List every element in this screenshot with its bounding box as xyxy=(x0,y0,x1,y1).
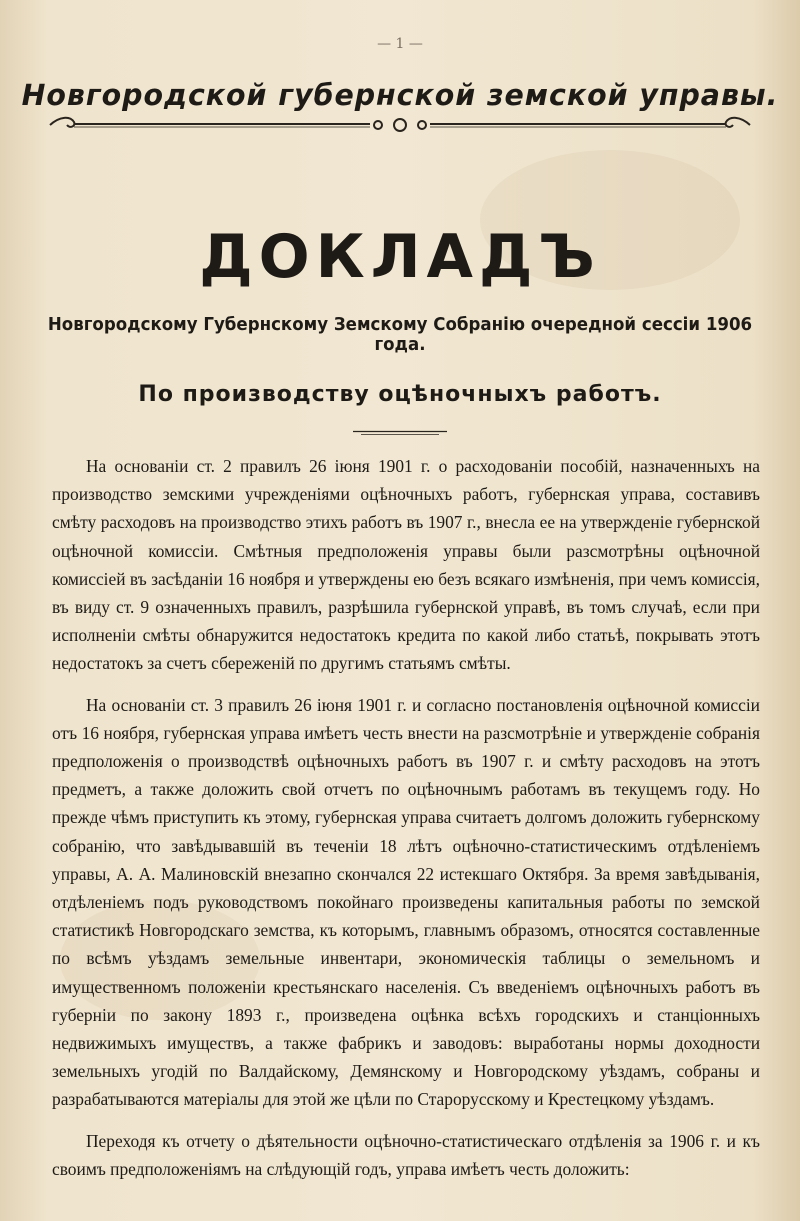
paragraph-2: На основаніи ст. 3 правилъ 26 іюня 1901 г. и согласно постановленія оцѣночной комиссіи отъ 16 ноября, губернская управа имѣетъ честь внести на разсмотрѣніе и утвержденіе собранія предположенія о производствѣ оцѣночныхъ работъ въ 1907 г. и смѣту расходовъ на этотъ предметъ, а также доложить свой отчетъ по оцѣночнымъ работамъ въ текущемъ году. Но прежде чѣмъ приступить къ этому, губернская управа считаетъ долгомъ доложить губернскому собранію, что завѣдывавшій въ теченіи 18 лѣтъ оцѣночно-статистическимъ отдѣленіемъ управы, А. А. Малиновскій внезапно скончался 22 истекшаго Октября. За время завѣдыванія, отдѣленіемъ подъ руководствомъ покойнаго произведены капитальныя работы по земской статистикѣ Новгородскаго земства, къ которымъ, главнымъ образомъ, относятся составленные по всѣмъ уѣздамъ земельные инвентари, экономическія таблицы о земельномъ и имущественномъ положеніи крестьянскаго населенія. Съ введеніемъ оцѣночныхъ работъ въ губерніи по закону 1893 г., произведена оцѣнка всѣхъ городскихъ и станціонныхъ недвижимыхъ имуществъ, а также фабрикъ и заводовъ: выработаны нормы доходности земельныхъ угодій по Валдайскому, Демянскому и Новгородскому уѣздамъ, собраны и разрабатываются матеріалы для этой же цѣли по Старорусскому и Крестецкому уѣздамъ. xyxy=(52,694,760,1110)
section-title: По производству оцѣночныхъ работъ. xyxy=(138,382,662,407)
header-title: Новгородской губернской земской управы. xyxy=(21,78,779,112)
page-number: — 1 — xyxy=(377,36,423,52)
document-subtitle: Новгородскому Губернскому Земскому Собранію очередной сессіи 1906 года. xyxy=(47,315,753,355)
paragraph-1: На основаніи ст. 2 правилъ 26 іюня 1901 г. о расходованіи пособій, назначенныхъ на производство земскими учрежденіями оцѣночныхъ работъ, губернская управа, составивъ смѣту расходовъ на производство этихъ работъ въ 1907 г., внесла ее на утвержденіе губернской оцѣночной комиссіи. Смѣтныя предположенія управы были разсмотрѣны оцѣночной комиссіей въ засѣданіи 16 ноября и утверждены ею безъ всякаго измѣненія, при чемъ комиссія, въ виду ст. 9 означенныхъ правилъ, разрѣшила губернской управѣ, въ томъ случаѣ, если при исполненіи смѣты обнаружится недостатокъ кредита по какой либо статьѣ, покрывать этотъ недостатокъ за счетъ сбереженій по другимъ статьямъ смѣты. xyxy=(52,456,760,674)
paragraph-3: Переходя къ отчету о дѣятельности оцѣночно-статистическаго отдѣленія за 1906 г. и къ своимъ предположеніямъ на слѣдующій годъ, управа имѣетъ честь доложить: xyxy=(52,1130,760,1179)
ornament-divider-icon xyxy=(40,112,760,138)
body-text xyxy=(52,452,760,1183)
document-title: ДОКЛАДЪ xyxy=(199,222,601,292)
short-rule-divider xyxy=(353,430,447,436)
